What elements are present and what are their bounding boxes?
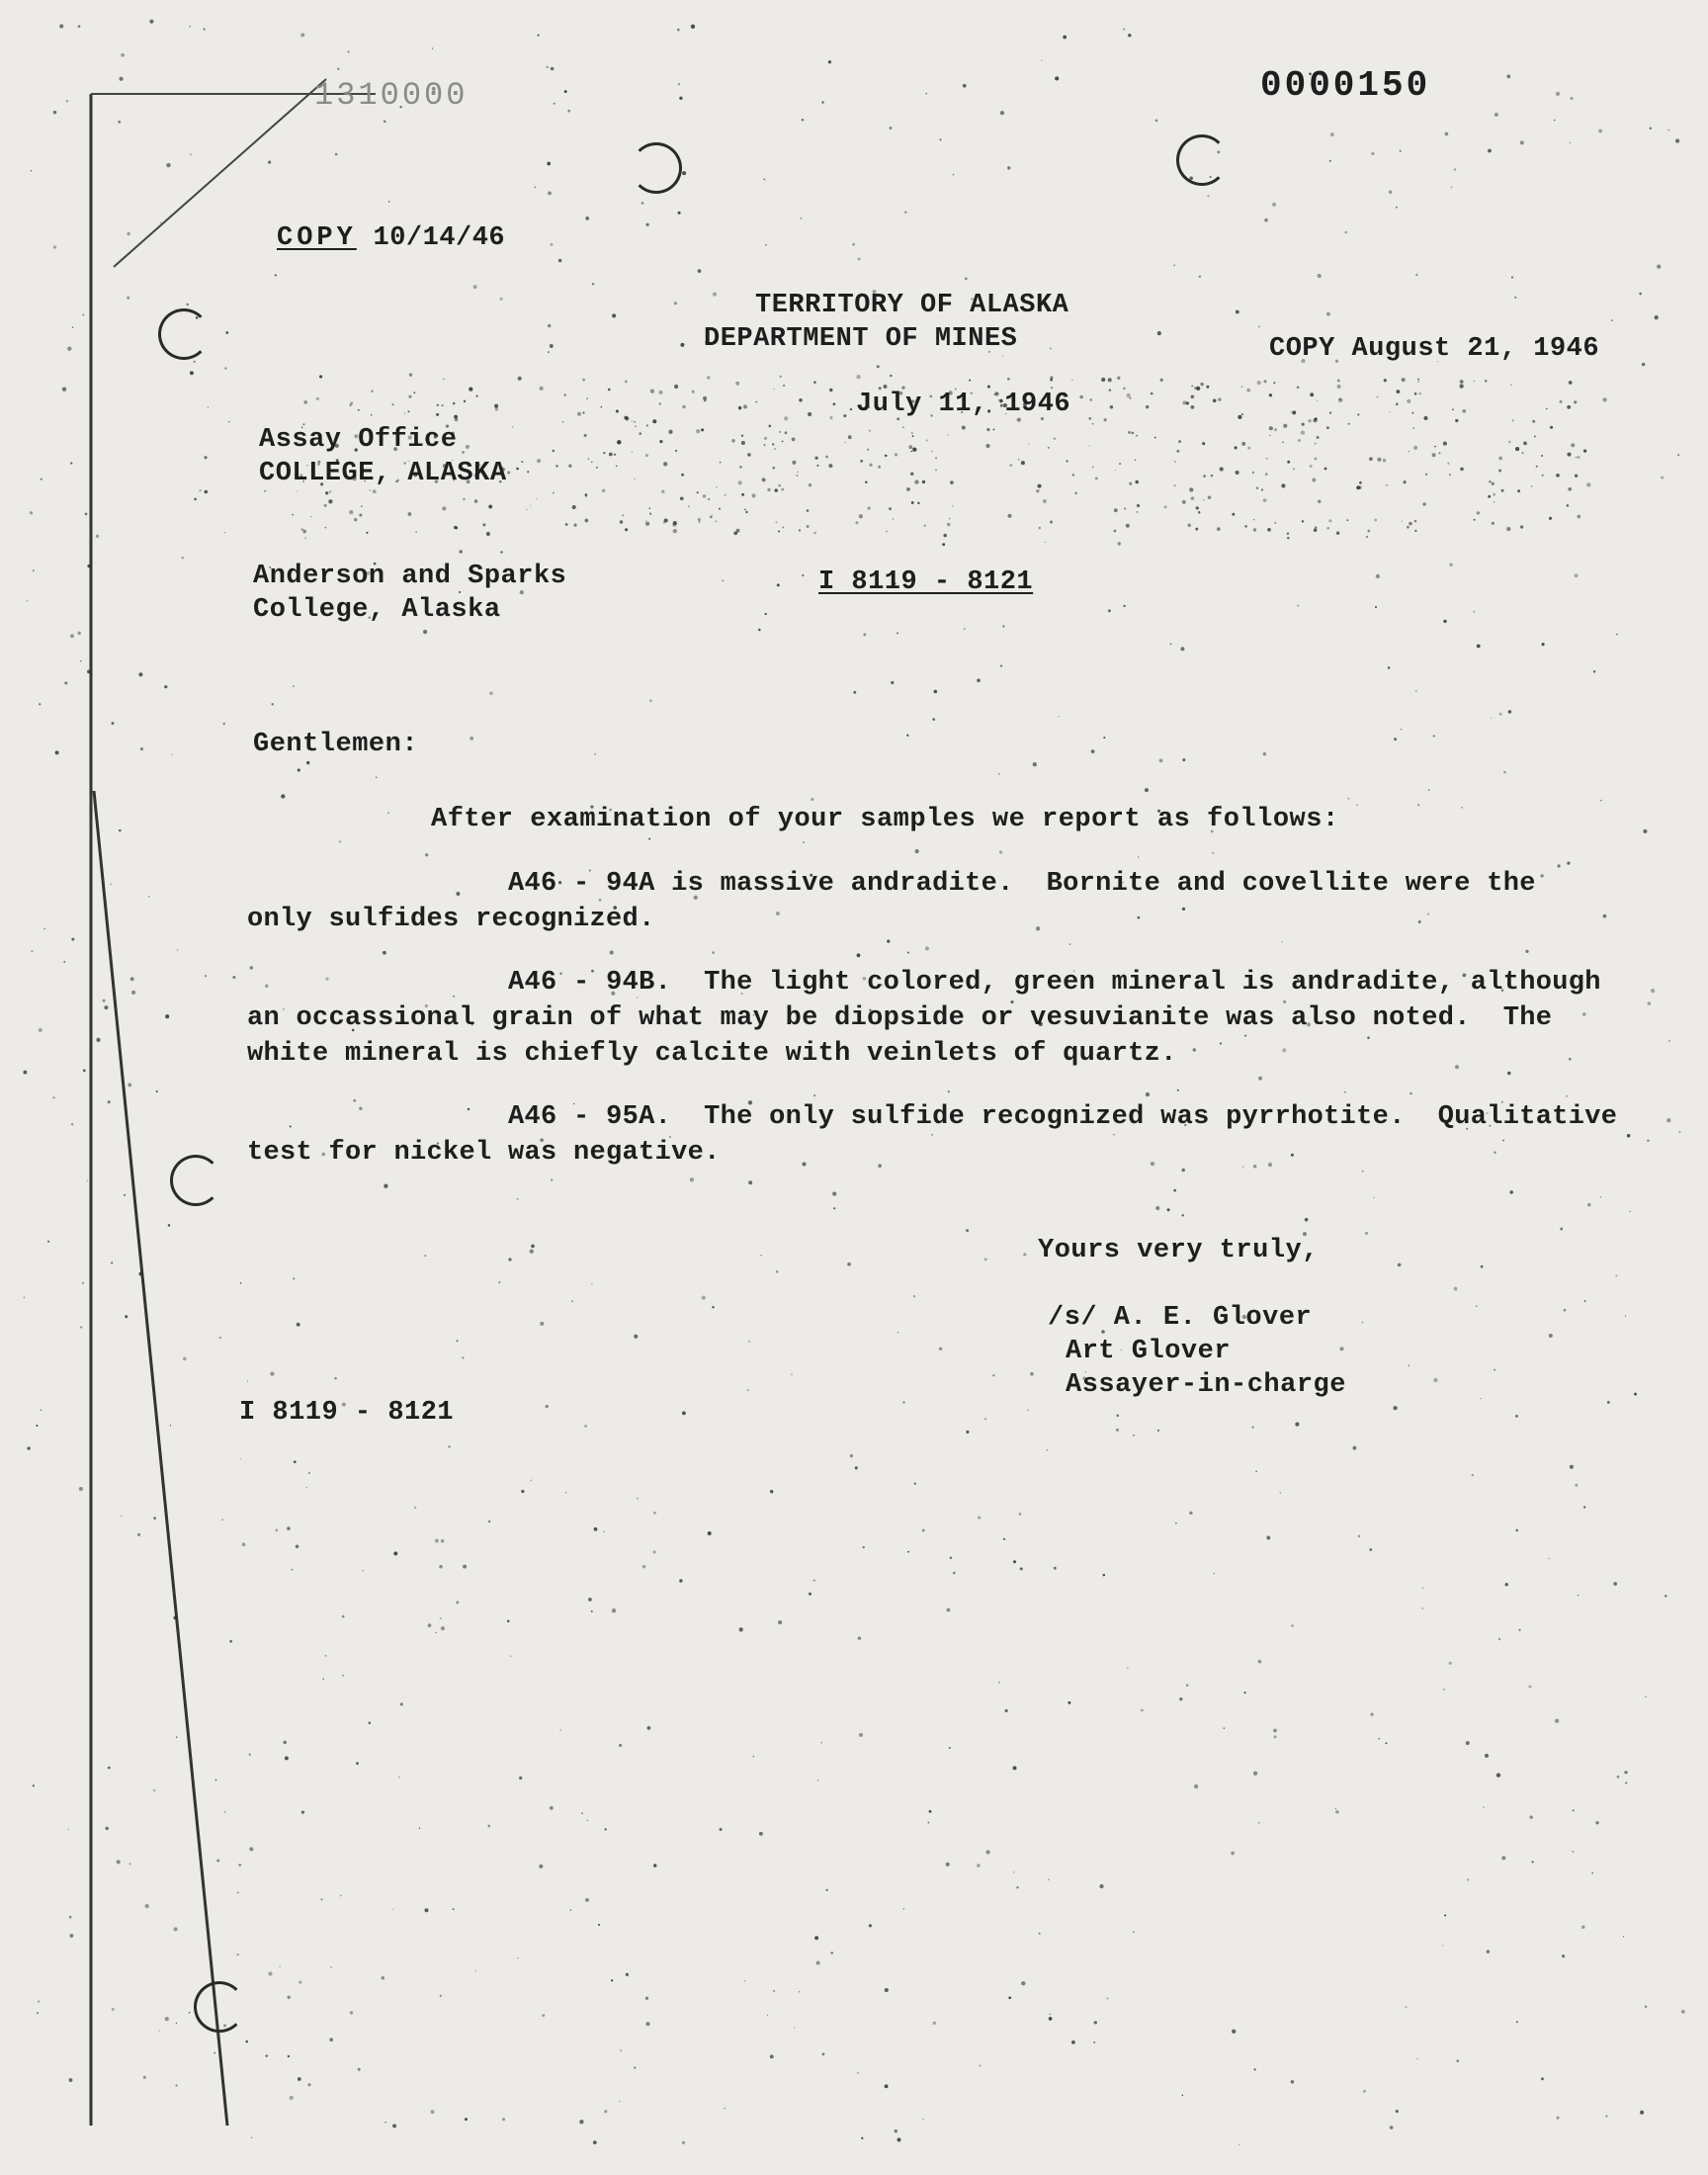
signatory-name: Art Glover <box>1066 1337 1232 1366</box>
faint-stamp-number: 1310000 <box>314 77 469 114</box>
copy-date-stamp: COPY August 21, 1946 <box>1269 334 1600 364</box>
recipient-line-2: College, Alaska <box>253 595 501 625</box>
punch-hole <box>194 1981 245 2033</box>
punch-hole <box>631 142 682 194</box>
copy-label: COPY <box>277 223 357 253</box>
punch-hole <box>170 1155 221 1206</box>
letter-date: July 11, 1946 <box>856 390 1071 419</box>
letterhead-territory: TERRITORY OF ALASKA <box>755 291 1069 320</box>
punch-hole <box>1176 134 1228 186</box>
signature-mark: /s/ A. E. Glover <box>1048 1303 1313 1333</box>
paragraph-a46-95a: A46 - 95A. The only sulfide recognized was pyrrhotite. Qualitative test for nickel was negative. <box>247 1102 1618 1168</box>
closing: Yours very truly, <box>1038 1236 1319 1265</box>
paragraph-a46-94a: A46 - 94A is massive andradite. Bornite and covellite were the only sulfides recognized. <box>247 869 1536 934</box>
signatory-title: Assayer-in-charge <box>1066 1370 1346 1400</box>
reference-number: I 8119 - 8121 <box>818 567 1034 597</box>
document-number: 0000150 <box>1260 65 1431 106</box>
recipient-line-1: Anderson and Sparks <box>253 562 567 591</box>
office-line-2: COLLEGE, ALASKA <box>259 459 507 488</box>
office-line-1: Assay Office <box>259 425 458 455</box>
copy-date: 10/14/46 <box>373 223 506 253</box>
paragraph-a46-94b: A46 - 94B. The light colored, green mineral is andradite, although an occassional grain of what may be diopside or vesuvianite was also noted. The white mineral is chiefly calcite with veinlets of quartz. <box>247 968 1601 1069</box>
salutation: Gentlemen: <box>253 730 419 759</box>
punch-hole <box>158 308 210 360</box>
copy-stamp <box>277 221 505 255</box>
intro-line: After examination of your samples we report as follows: <box>431 805 1339 834</box>
footer-reference: I 8119 - 8121 <box>239 1398 455 1428</box>
letterhead-department: DEPARTMENT OF MINES <box>704 324 1018 354</box>
